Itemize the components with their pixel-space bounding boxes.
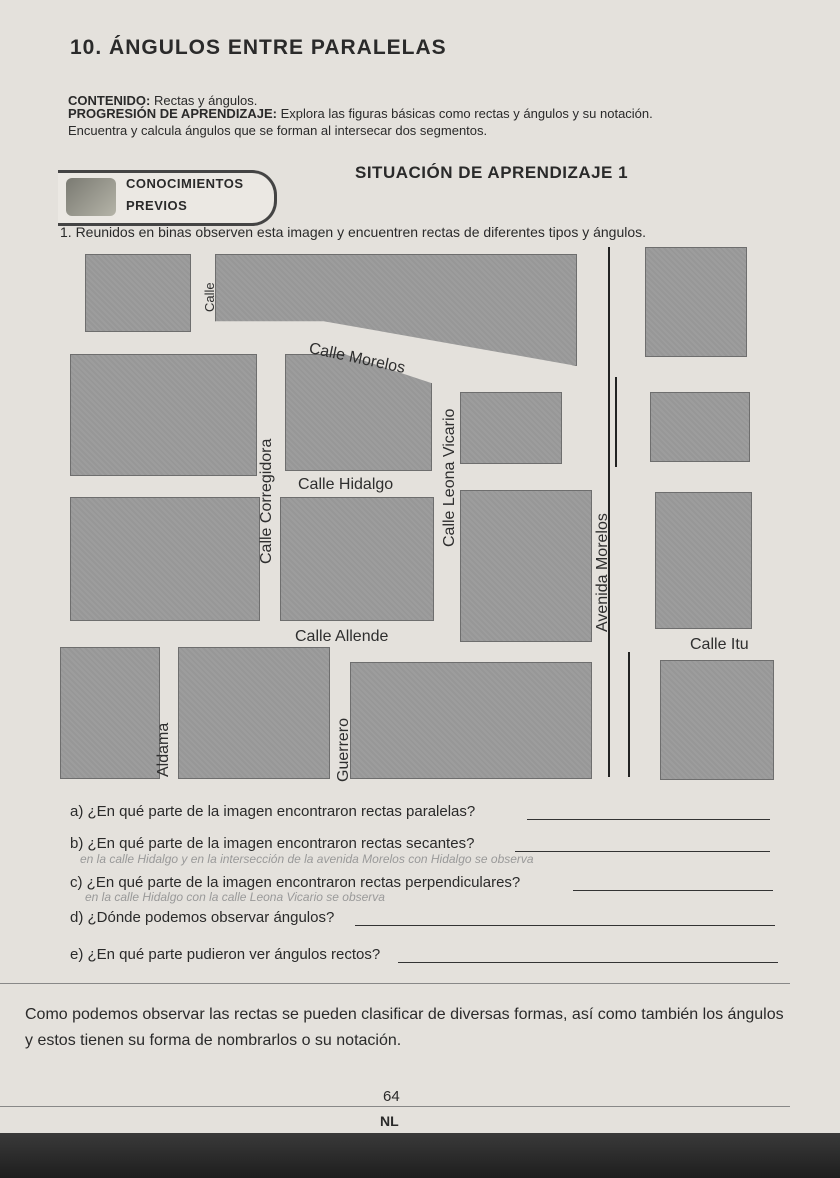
question-a: a) ¿En qué parte de la imagen encontraron rectas paralelas? <box>70 803 476 820</box>
street-label-allende: Calle Allende <box>295 628 389 645</box>
dark-footer-band <box>0 1133 840 1178</box>
badge-line2: PREVIOS <box>126 198 188 213</box>
answer-line-c[interactable] <box>573 890 773 891</box>
map-block <box>85 254 191 332</box>
answer-line-e[interactable] <box>398 962 778 963</box>
answer-c: en la calle Hidalgo con la calle Leona Vicario se observa <box>85 890 385 904</box>
instruction: Encuentra y calcula ángulos que se forman al intersecar dos segmentos. <box>68 123 488 138</box>
map-block <box>70 354 257 476</box>
map-block <box>655 492 752 629</box>
avenue-line <box>608 247 610 777</box>
answer-line-b[interactable] <box>515 851 770 852</box>
answer-b: en la calle Hidalgo y en la intersección de la avenida Morelos con Hidalgo se observa <box>80 852 534 866</box>
map-block <box>460 490 592 642</box>
street-label-morelos: Calle Morelos <box>307 340 407 377</box>
map-block <box>178 647 330 779</box>
street-label-itu: Calle Itu <box>690 636 749 653</box>
activity-prompt: 1. Reunidos en binas observen esta imagen y encuentren rectas de diferentes tipos y ángulos. <box>60 224 647 240</box>
note-text: Como podemos observar las rectas se pueden clasificar de diversas formas, así como también los ángulos y estos tienen su forma de nombrarlos o su notación. <box>25 1006 784 1049</box>
street-label-hidalgo: Calle Hidalgo <box>298 476 394 493</box>
street-label-guerrero: Guerrero <box>335 717 352 782</box>
map-block <box>645 247 747 357</box>
progresion-line <box>68 106 768 121</box>
question-c: c) ¿En qué parte de la imagen encontraron rectas perpendiculares? <box>70 874 521 891</box>
map-block <box>215 254 577 366</box>
question-b: b) ¿En qué parte de la imagen encontraron rectas secantes? <box>70 835 475 852</box>
situation-title: SITUACIÓN DE APRENDIZAJE 1 <box>355 163 629 182</box>
map-block <box>350 662 592 779</box>
map-block <box>460 392 562 464</box>
street-label-calle: Calle <box>202 282 217 312</box>
students-illustration <box>66 178 116 216</box>
answer-line-a[interactable] <box>527 819 770 820</box>
street-label-leona-vicario: Calle Leona Vicario <box>441 408 458 547</box>
page-title: 10. ÁNGULOS ENTRE PARALELAS <box>70 36 447 59</box>
progresion-text: Explora las figuras básicas como rectas y ángulos y su notación. <box>280 106 653 121</box>
contenido-text: Rectas y ángulos. <box>153 93 258 108</box>
map-block <box>650 392 750 462</box>
street-label-aldama: Aldama <box>155 722 172 777</box>
question-e: e) ¿En qué parte pudieron ver ángulos rectos? <box>70 946 381 963</box>
map-block <box>660 660 774 780</box>
map-block <box>70 497 260 621</box>
street-map <box>60 242 780 782</box>
page-number: 64 <box>383 1088 400 1105</box>
map-block <box>280 497 434 621</box>
map-block <box>60 647 160 779</box>
street-label-avenida-morelos: Avenida Morelos <box>594 513 611 632</box>
map-block <box>285 354 432 471</box>
answer-line-d[interactable] <box>355 925 775 926</box>
progresion-label: PROGRESIÓN DE APRENDIZAJE: <box>68 106 277 121</box>
contenido-label: CONTENIDO: <box>68 93 151 108</box>
badge-line1: CONOCIMIENTOS <box>126 176 244 191</box>
question-d: d) ¿Dónde podemos observar ángulos? <box>70 909 335 926</box>
avenue-line <box>615 377 617 467</box>
street-label-corregidora: Calle Corregidora <box>258 438 275 564</box>
footer-mark: NL <box>380 1113 399 1129</box>
avenue-line <box>628 652 630 777</box>
